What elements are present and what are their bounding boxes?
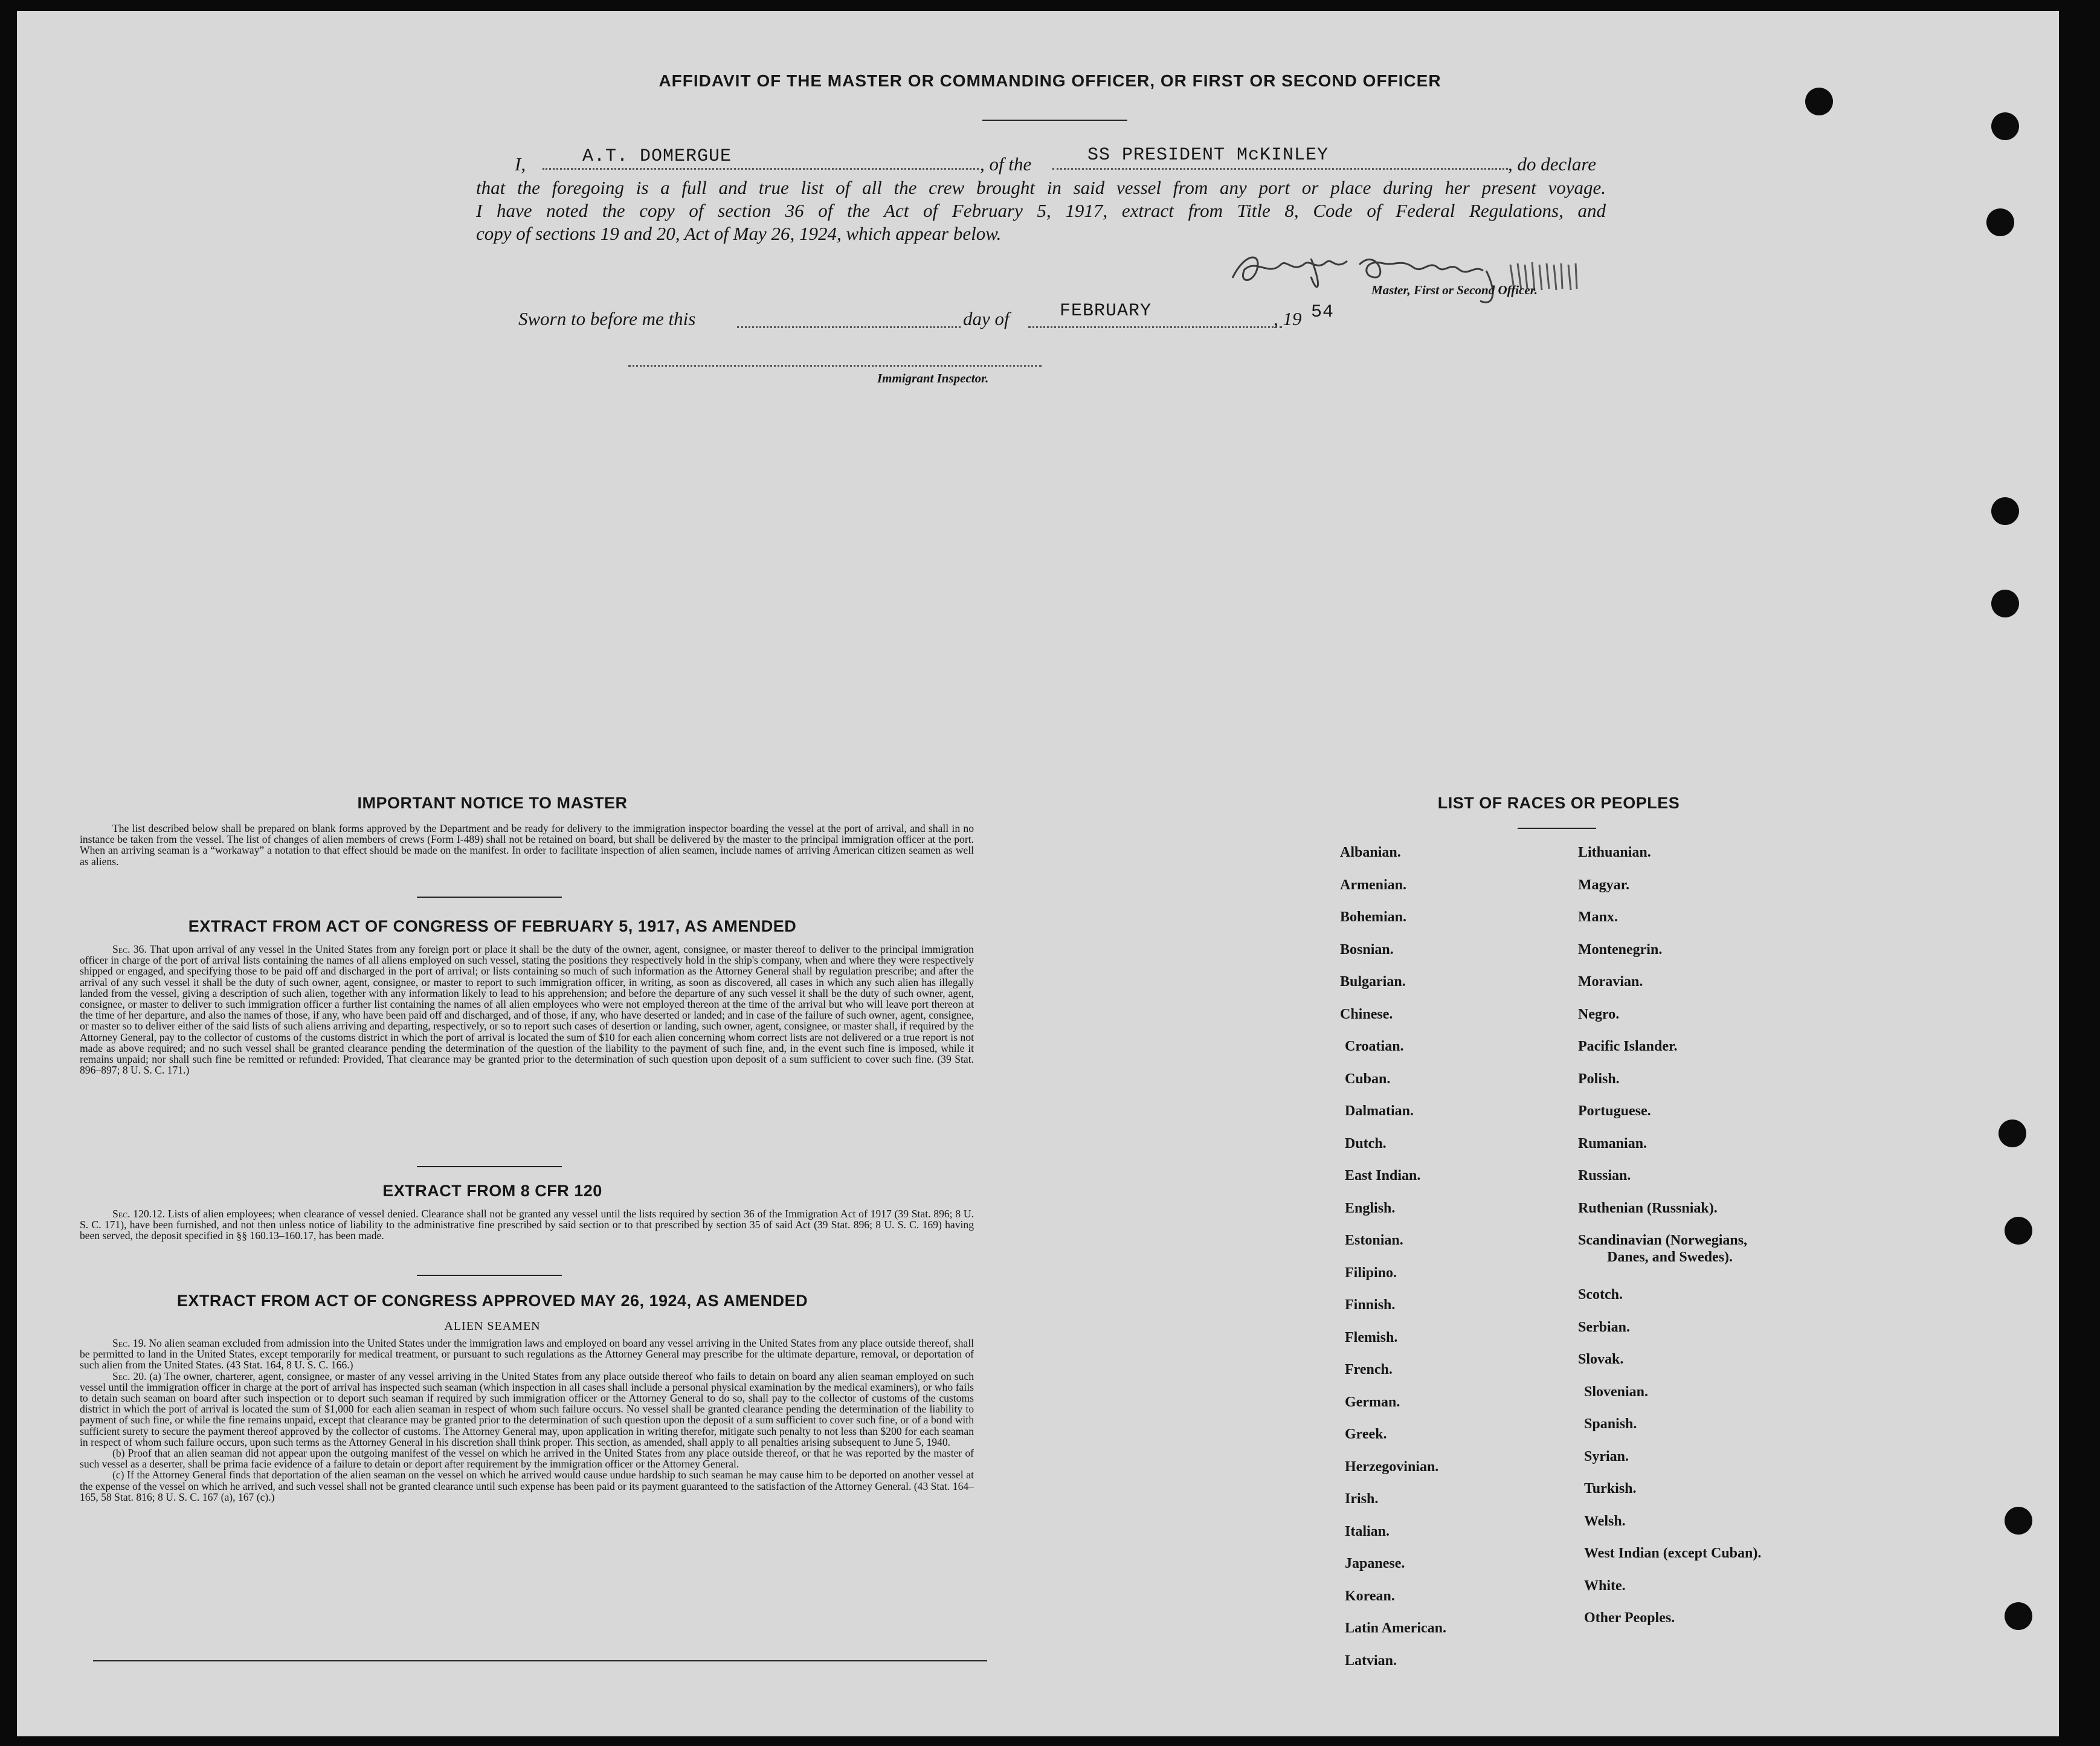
sworn-text: Sworn to before me this: [518, 308, 696, 329]
race-item: Portuguese.: [1578, 1103, 1651, 1119]
race-item: Slovenian.: [1584, 1384, 1649, 1400]
race-item: Flemish.: [1345, 1329, 1398, 1345]
affidavit-title: AFFIDAVIT OF THE MASTER OR COMMANDING OFFICER, OR FIRST OR SECOND OFFICER: [659, 71, 1441, 90]
punch-hole: [2005, 1602, 2032, 1630]
notice-text: [80, 823, 974, 867]
day-line: [737, 326, 961, 328]
extract1924-title: EXTRACT FROM ACT OF CONGRESS APPROVED MAY 26, 1924, AS AMENDED: [176, 1292, 808, 1310]
race-item: Korean.: [1345, 1588, 1395, 1604]
race-item: Polish.: [1578, 1071, 1620, 1087]
race-item: Dalmatian.: [1345, 1103, 1414, 1119]
section-rule: [417, 1275, 562, 1276]
race-item: Herzegovinian.: [1345, 1458, 1439, 1475]
race-item: Greek.: [1345, 1426, 1387, 1442]
punch-hole: [1991, 497, 2019, 525]
officer-signature: [1220, 240, 1607, 313]
do-declare-text: , do declare: [1508, 153, 1597, 175]
affidavit-line: I have noted the copy of section 36 of the Act of February 5, 1917, extract from Title 8, Code of Federal Regulations, and: [476, 200, 1606, 221]
race-item: Latvian.: [1345, 1652, 1397, 1669]
affidavit-line: copy of sections 19 and 20, Act of May 26, 1924, which appear below.: [476, 223, 1002, 244]
year-value: 54: [1311, 302, 1335, 323]
vessel-line: [1052, 168, 1508, 170]
month-value: FEBRUARY: [1060, 301, 1152, 321]
section-text: (c) If the Attorney General finds that deportation of the alien seaman on the vessel on which he arrived would cause undue hardship to such seaman he may cause him to be deported on another vessel at the expense of the vessel on which he arrived, and such vessel shall not be granted clearance until such expense has been paid or its payment guaranteed to the satisfaction of the Attorney General. (43 Stat. 164–165, 58 Stat. 816; 8 U. S. C. 167 (a), 167 (c).): [80, 1469, 974, 1503]
affidavit-body: [476, 176, 1606, 245]
race-item: Bulgarian.: [1340, 974, 1406, 990]
declarant-prefix: I,: [515, 153, 526, 175]
race-item: Latin American.: [1345, 1620, 1446, 1636]
punch-hole: [2005, 1507, 2032, 1535]
race-item: Syrian.: [1584, 1448, 1629, 1464]
signature-caption: Master, First or Second Officer.: [1371, 283, 1538, 297]
race-item: Slovak.: [1578, 1351, 1624, 1367]
race-item: Croatian.: [1345, 1039, 1404, 1054]
race-item: Moravian.: [1578, 974, 1643, 990]
race-item: Negro.: [1578, 1006, 1620, 1022]
section-label: Sec. 19.: [112, 1337, 146, 1349]
declarant-line: [543, 168, 979, 170]
punch-hole: [1986, 208, 2014, 236]
race-item: Other Peoples.: [1584, 1610, 1675, 1626]
race-item: Scotch.: [1578, 1287, 1623, 1303]
extract1924-subtitle: ALIEN SEAMEN: [444, 1319, 541, 1333]
extract1924-text: [80, 1338, 974, 1503]
section-text: (a) The owner, charterer, agent, consignee, or master of any vessel arriving in the United States from any place outside thereof who fails to detain on board any alien seaman employed on such vessel until the immigration officer in charge at the port of arrival has inspected such seaman (which inspection in all cases shall include a personal physical examination by the medical examiners), or who fails to detain such seaman on board after such inspection or to deport such seaman if required by such immigration officer or the Attorney General to do so, shall pay to the collector of customs of the customs district in which the port of arrival is located the sum of $1,000 for each alien seaman in respect of whom such failure occurs. No vessel shall be granted clearance pending the determination of the liability to payment of such fine, or while the fine remains unpaid, except that clearance may be granted prior to the determination of such question upon the deposit of a sum sufficient to cover such fine, or of a bond with sufficient surety to secure the payment thereof approved by the collector of customs. The Attorney General may, upon application in writing therefor, mitigate such penalty to not less than $200 for each seaman in respect of whom such failure occurs, upon such terms as the Attorney General in his discretion shall think proper. This section, as amended, shall apply to all penalties arising subsequent to June 5, 1940.: [80, 1370, 974, 1448]
section-label: Sec. 120.12.: [112, 1208, 166, 1220]
extract1917-text: [80, 944, 974, 1075]
affidavit-line: that the foregoing is a full and true list of all the crew brought in said vessel from any port or place during her present voyage.: [476, 177, 1606, 198]
race-item: Scandinavian (Norwegians,: [1578, 1232, 1748, 1248]
inspector-caption: Immigrant Inspector.: [877, 371, 989, 385]
race-item: Montenegrin.: [1578, 941, 1663, 958]
race-item: Estonian.: [1345, 1232, 1403, 1248]
race-item: Albanian.: [1340, 845, 1401, 860]
notice-paragraph: The list described below shall be prepared on blank forms approved by the Department and be ready for delivery to the immigration inspector boarding the vessel at the port of arrival, and shall in no instance be taken from the vessel. The list of changes of alien members of crews (Form I-489) shall not be retained on board, but shall be delivered by the master to the principal immigration officer at the port. When an arriving seaman is a “workaway” a notation to that effect should be made on the manifest. In order to facilitate inspection of alien seamen, include names of arriving American citizen seamen as well as aliens.: [80, 822, 974, 868]
race-item: Dutch.: [1345, 1135, 1387, 1152]
race-item: Cuban.: [1345, 1071, 1391, 1087]
race-item: Finnish.: [1345, 1297, 1396, 1313]
race-item: Filipino.: [1345, 1264, 1397, 1281]
race-item: Spanish.: [1584, 1416, 1637, 1432]
section-label: Sec. 36.: [112, 943, 147, 955]
day-of-text: day of: [963, 308, 1010, 329]
race-item: English.: [1345, 1200, 1396, 1216]
race-item: Bohemian.: [1340, 909, 1407, 925]
section-text: No alien seaman excluded from admission into the United States under the immigration laws and employed on board any vessel arriving in the United States from any place outside thereof, shall be permitted to land in the United States, except temporarily for medical treatment, or pursuant to such regulations as the Attorney General may prescribe for the ultimate departure, removal, or deportation of such alien from the United States. (43 Stat. 164, 8 U. S. C. 166.): [80, 1337, 974, 1371]
extract1917-title: EXTRACT FROM ACT OF CONGRESS OF FEBRUARY 5, 1917, AS AMENDED: [188, 917, 797, 935]
punch-hole: [1991, 112, 2019, 140]
race-item: Japanese.: [1345, 1556, 1405, 1571]
race-item: Serbian.: [1578, 1319, 1631, 1335]
notice-title: IMPORTANT NOTICE TO MASTER: [357, 794, 628, 812]
section-text: That upon arrival of any vessel in the United States from any foreign port or place it shall be the duty of the owner, agent, consignee, or master thereof to deliver to the principal immigration officer in charge of the port of arrival lists containing the names of all aliens employed on such vessel, stating the positions they respectively hold in the ship's company, when and where they were respectively shipped or engaged, and specifying those to be paid off and discharged in the port of arrival; or lists containing so much of such information as the Attorney General shall by regulation prescribe; and after the arrival of any such vessel it shall be the duty of such owner, agent, consignee, or master to report to such immigration officer, in writing, as soon as discovered, all cases in which any such alien has illegally landed from the vessel, giving a description of such alien, together with any information likely to lead to his apprehension; and before the departure of any such vessel it shall be the duty of such owner, agent, consignee, or master to deliver to such immigration officer a further list containing the names of all alien employees who were not employed thereon at the time of the arrival but who will leave port thereon at the time of her departure, and also the names of those, if any, who have been paid off and discharged, and of those, if any, who have deserted or landed; and in case of the failure of such owner, agent, consignee, or master so to deliver either of the said lists of such aliens arriving and departing, respectively, or so to report such cases of desertion or landing, such owner, agent, consignee, or master shall, if required by the Attorney General, pay to the collector of customs of the customs district in which the port of arrival is located the sum of $10 for each alien concerning whom correct lists are not delivered or a true report is not made as above required; and no such vessel shall be granted clearance pending the determination of the question of the liability to the payment of such fine, and, in the event such fine is imposed, while it remains unpaid; nor shall such fine be remitted or refunded: Provided, That clearance may be granted prior to the determination of such question upon deposit of a sum sufficient to cover such fine. (39 Stat. 896–897; 8 U. S. C. 171.): [80, 943, 974, 1077]
race-item: Chinese.: [1340, 1006, 1393, 1022]
section-label: Sec. 20.: [112, 1370, 147, 1382]
punch-hole: [2005, 1217, 2032, 1245]
race-item: East Indian.: [1345, 1168, 1421, 1184]
punch-hole: [1991, 590, 2019, 617]
race-item: West Indian (except Cuban).: [1584, 1545, 1762, 1561]
section-rule: [417, 1166, 562, 1167]
race-item: Armenian.: [1340, 877, 1406, 893]
punch-hole: [1805, 88, 1833, 115]
race-item: Manx.: [1578, 909, 1618, 925]
race-item: French.: [1345, 1362, 1393, 1377]
race-item: Italian.: [1345, 1523, 1390, 1539]
race-item: German.: [1345, 1394, 1400, 1410]
year-prefix: , 19: [1274, 308, 1302, 329]
race-item: Bosnian.: [1340, 941, 1394, 958]
race-item: Danes, and Swedes).: [1607, 1249, 1733, 1265]
bottom-rule: [93, 1660, 987, 1661]
races-title: LIST OF RACES OR PEOPLES: [1437, 794, 1680, 812]
section-text: (b) Proof that an alien seaman did not appear upon the outgoing manifest of the vessel on which he arrived in the United States from any place outside thereof, or that he was reported by the master of such vessel as a deserter, shall be prima facie evidence of a failure to detain or deport after requirement by the immigration officer or the Attorney General.: [80, 1447, 974, 1471]
extract-cfr-title: EXTRACT FROM 8 CFR 120: [382, 1182, 602, 1200]
vessel-name: SS PRESIDENT McKINLEY: [1087, 145, 1329, 166]
race-item: Ruthenian (Russniak).: [1578, 1200, 1718, 1216]
extract-cfr-text: [80, 1208, 974, 1242]
race-item: Rumanian.: [1578, 1135, 1647, 1152]
race-item: Pacific Islander.: [1578, 1039, 1678, 1054]
race-item: Irish.: [1345, 1491, 1379, 1507]
race-item: Lithuanian.: [1578, 845, 1651, 860]
race-item: Welsh.: [1584, 1513, 1626, 1529]
punch-hole: [1999, 1119, 2026, 1147]
inspector-line: [628, 365, 1042, 367]
races-title-rule: [1518, 828, 1596, 829]
race-item: Russian.: [1578, 1168, 1631, 1184]
month-line: [1028, 326, 1282, 328]
of-the-text: , of the: [980, 153, 1032, 175]
declarant-name: A.T. DOMERGUE: [582, 146, 732, 167]
section-text: Lists of alien employees; when clearance of vessel denied. Clearance shall not be granted any vessel until the lists required by section 36 of the Immigration Act of 1917 (39 Stat. 896; 8 U. S. C. 171), have been furnished, and not then unless notice of liability to the administrative fine prescribed by said section or to that prescribed by section 35 of said Act (39 Stat. 896; 8 U. S. C. 169) having been served, the deposit specified in §§ 160.13–160.17, has been made.: [80, 1208, 974, 1242]
section-rule: [417, 897, 562, 898]
race-item: Turkish.: [1584, 1481, 1637, 1496]
title-rule: [982, 120, 1127, 121]
race-item: White.: [1584, 1577, 1626, 1594]
race-item: Magyar.: [1578, 877, 1630, 893]
